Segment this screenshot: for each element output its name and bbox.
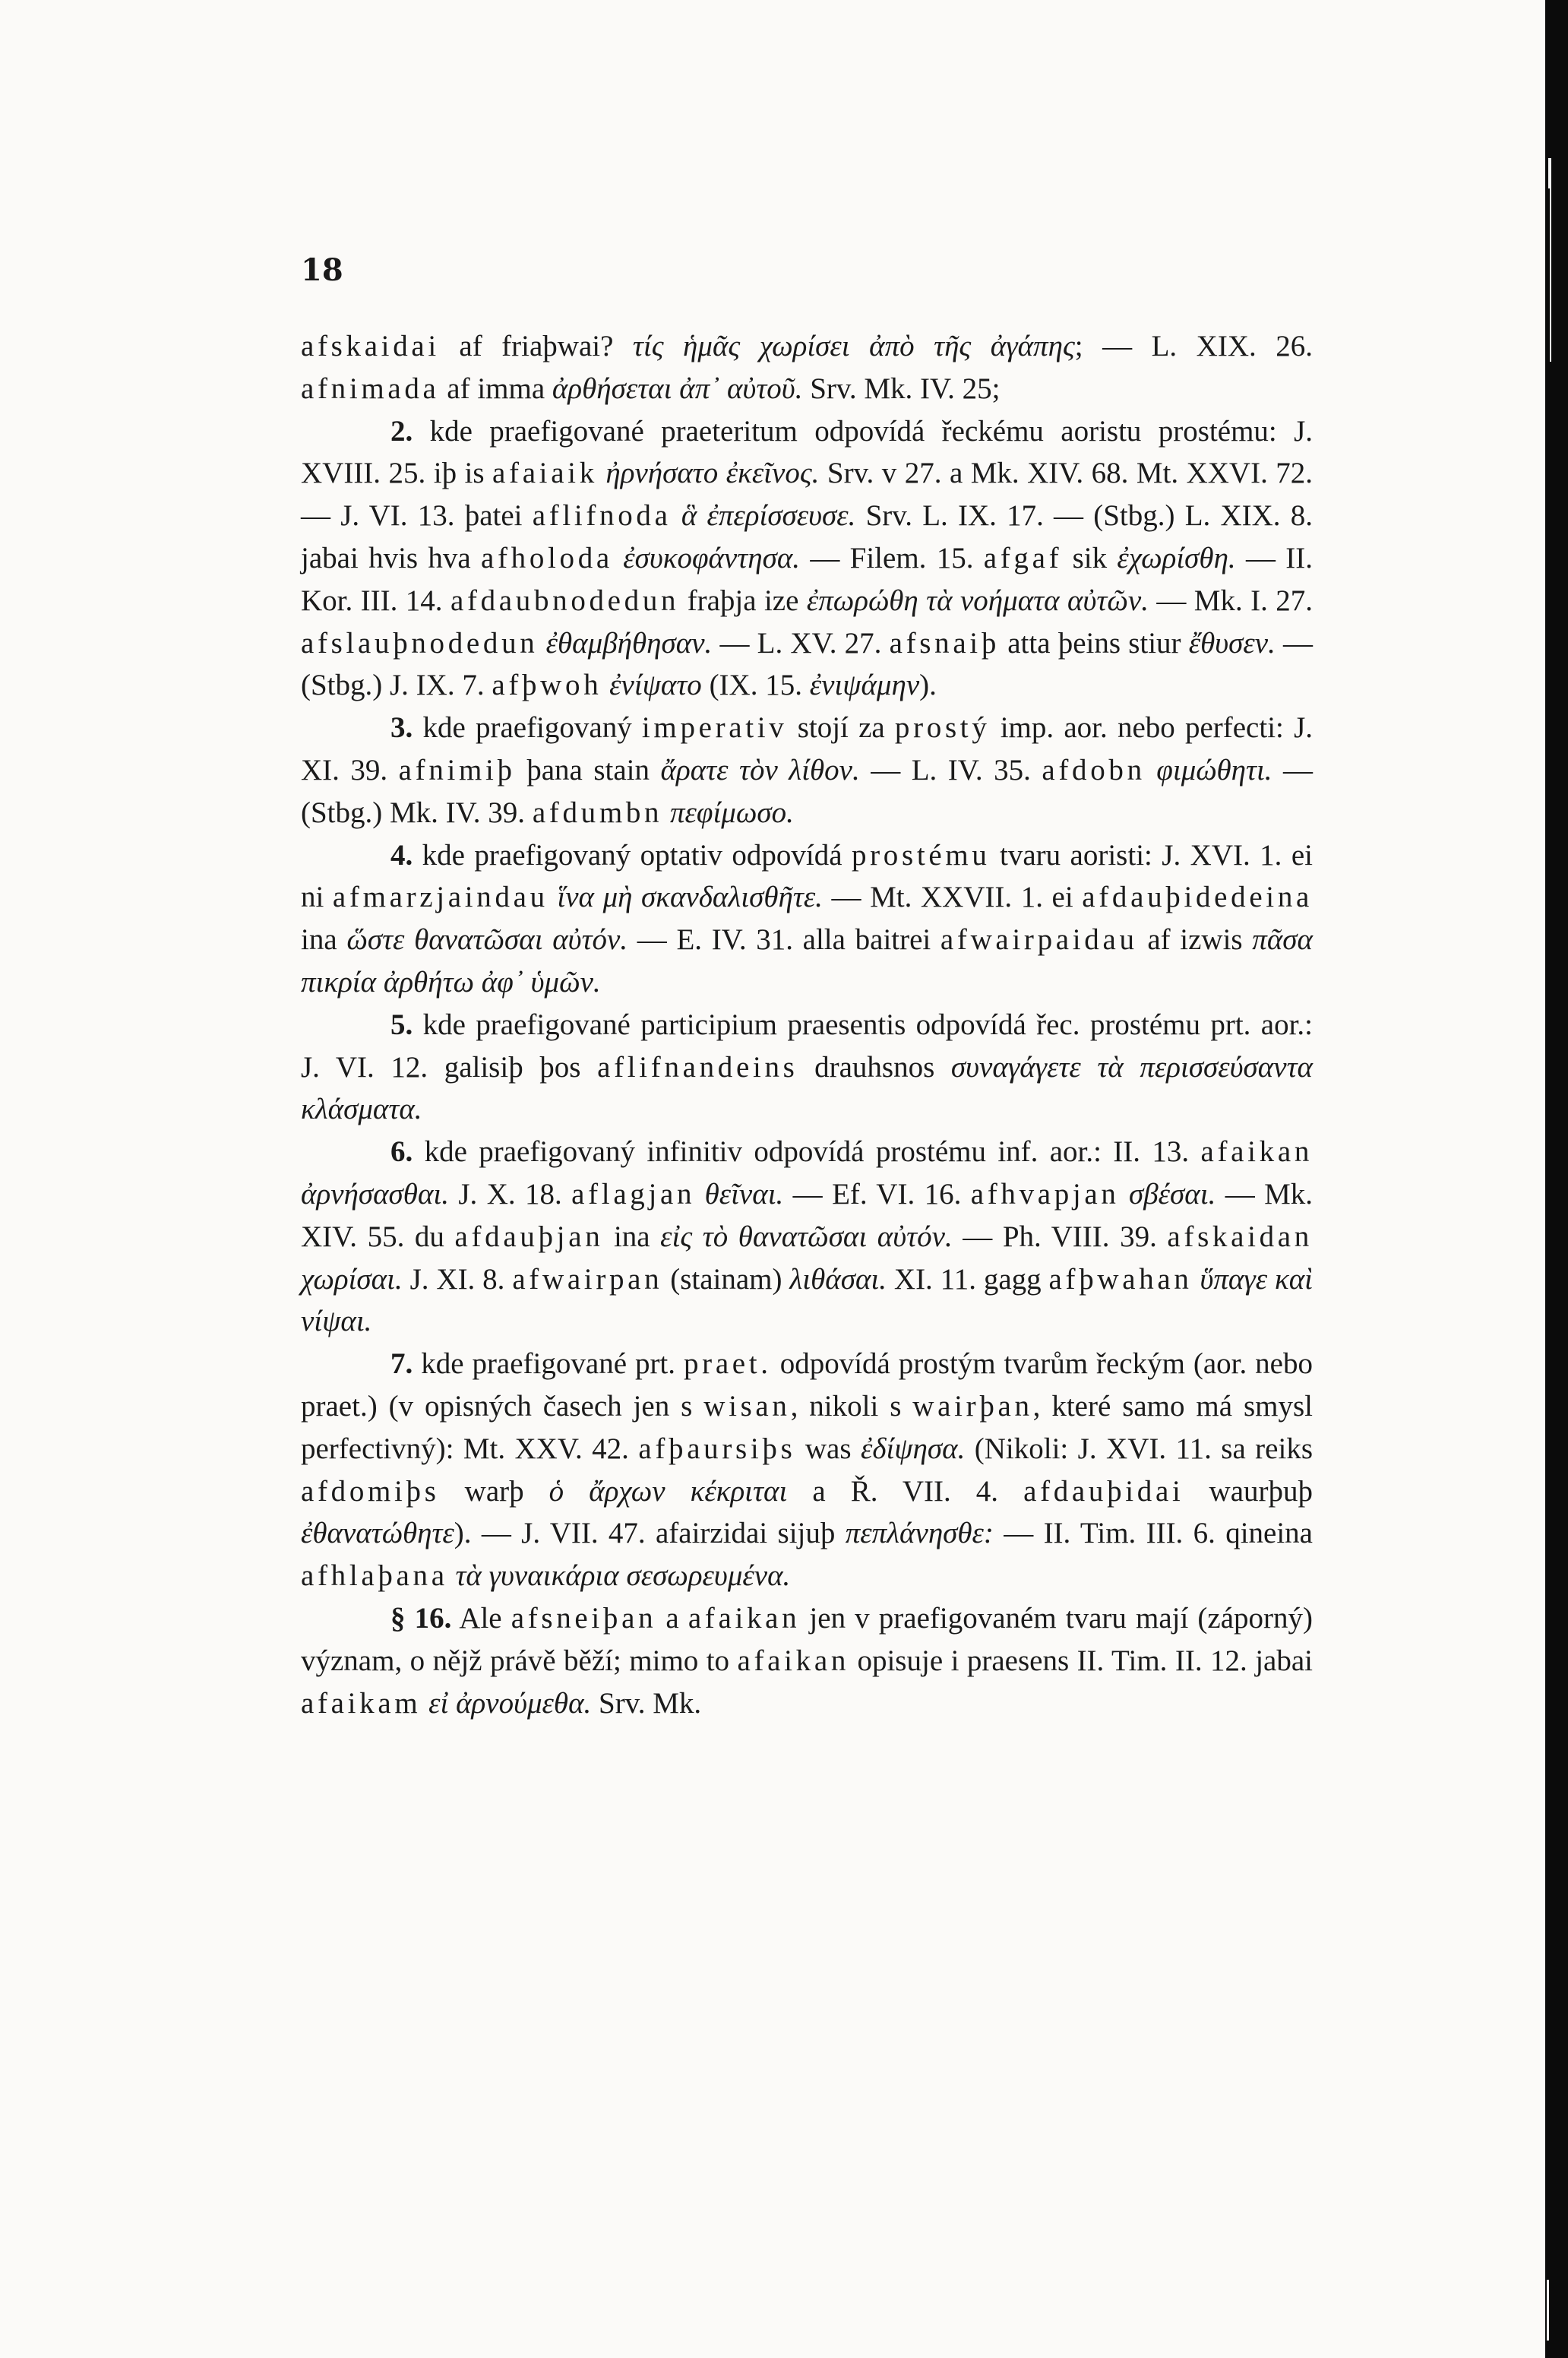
greek-text: ἐπωρώθη τὰ νοήματα αὐτῶν.	[806, 584, 1149, 617]
text-run	[1193, 1263, 1200, 1296]
gothic-word: prostý	[894, 711, 991, 745]
text-run: ina	[301, 923, 347, 957]
text-run: stojí za	[787, 711, 895, 745]
gothic-word: wisan	[703, 1389, 791, 1423]
greek-text: τὰ γυναικάρια σεσωρευμένα.	[455, 1559, 791, 1593]
text-run: — L. IV. 35.	[859, 753, 1042, 787]
gothic-word: afþwoh	[492, 669, 602, 702]
gothic-word: aflagjan	[571, 1177, 696, 1211]
gothic-word: imperativ	[641, 711, 788, 745]
gothic-word: afdaubnodedun	[450, 584, 680, 617]
text-run: — Mt. XXVII. 1. ei	[822, 881, 1083, 914]
greek-text: ὥστε θανατῶσαι αὐτόν.	[346, 923, 628, 957]
gothic-word: afhlaþana	[301, 1559, 448, 1593]
greek-text: λιθάσαι.	[789, 1262, 887, 1296]
gothic-word: afwairpaidau	[940, 923, 1138, 957]
section-number: 2.	[390, 414, 413, 448]
text-run: a	[656, 1601, 688, 1635]
paragraph	[301, 1343, 1313, 1597]
text-run	[421, 1687, 428, 1720]
text-run: warþ	[439, 1474, 549, 1508]
text-run: , nikoli s	[790, 1389, 913, 1423]
text-run	[613, 542, 623, 574]
text-run: — Filem. 15.	[800, 541, 984, 574]
gothic-word: afdomiþs	[301, 1474, 440, 1508]
text-run: opisuje i praesens II. Tim. II. 12. jabai	[849, 1644, 1313, 1677]
text-run: ina	[603, 1220, 661, 1253]
text-run	[598, 457, 605, 489]
section-number: 6.	[390, 1135, 413, 1169]
section-number: 4.	[390, 838, 413, 872]
gothic-word: afsneiþan	[511, 1601, 657, 1635]
section-number: 7.	[390, 1347, 413, 1381]
greek-text: ἠρνήσατο ἐκεῖνος.	[605, 457, 820, 490]
text-run	[602, 669, 609, 701]
greek-text: ἵνα μὴ σκανδαλισθῆτε.	[557, 881, 823, 914]
text-run: Srv. Mk. IV. 25;	[802, 372, 1001, 405]
gothic-word: afdauþidai	[1023, 1474, 1184, 1508]
text-run: kde praefigované participium praesentis odpovídá řec. prostému prt. aor.: J. VI. 12. galisiþ þos	[301, 1008, 1313, 1084]
gothic-word: afwairpan	[512, 1262, 663, 1296]
text-run: af izwis	[1137, 923, 1253, 957]
text-run: drauhsnos	[798, 1050, 951, 1084]
text-run: , které samo má smysl perfectivný): Mt. XXV. 42.	[301, 1389, 1314, 1465]
greek-text: τίς ἡμᾶς χωρίσει ἀπὸ τῆς ἀγάπης	[632, 330, 1075, 362]
greek-text: πεφίμωσο.	[669, 796, 794, 829]
greek-text: εἰς τὸ θανατῶσαι αὐτόν.	[660, 1220, 953, 1253]
gothic-word: afaikan	[688, 1601, 801, 1635]
greek-text: ἀρνήσασθαι.	[301, 1177, 449, 1211]
paragraph	[301, 1597, 1313, 1724]
greek-text: ἐχωρίσθη.	[1117, 541, 1236, 574]
text-run: J. XI. 8.	[402, 1262, 513, 1296]
section-number: 5.	[390, 1008, 413, 1041]
greek-text: ἐσυκοφάντησα.	[623, 541, 801, 574]
text-run: (Nikoli: J. XVI. 11. sa reiks	[965, 1432, 1313, 1465]
text-run: — II. Tim. III. 6. qineina	[993, 1517, 1313, 1550]
gothic-word: afhvapjan	[970, 1177, 1120, 1211]
text-run: a Ř. VII. 4.	[787, 1474, 1024, 1508]
text-run: tvaru aoristi: J. XVI. 1. ei ni	[301, 838, 1314, 914]
greek-text: ὕπαγε καὶ νίψαι.	[301, 1262, 1313, 1338]
text-run: (IX. 15.	[701, 669, 810, 702]
text-run: kde praefigovaný infinitiv odpovídá prostému inf. aor.: II. 13.	[413, 1135, 1201, 1169]
gothic-word: afskaidan	[1167, 1220, 1313, 1253]
gothic-word: praet.	[683, 1347, 772, 1381]
text-run: kde praefigované prt.	[413, 1347, 684, 1381]
greek-text: πεπλάνησθε:	[845, 1517, 994, 1550]
text-run: — E. IV. 31. alla baitrei	[628, 923, 940, 957]
text-run: kde praefigovaný	[413, 711, 642, 745]
greek-text: χωρίσαι.	[301, 1262, 403, 1296]
gothic-word: afsnaiþ	[889, 626, 1001, 660]
text-run: — Mk. XIV. 55. du	[301, 1177, 1314, 1253]
text-run: odpovídá prostým tvarům řeckým (aor. nebo praet.) (v opisných časech jen s	[301, 1347, 1313, 1423]
text-run: — (Stbg.) J. IX. 7.	[301, 626, 1314, 702]
text-run: þana stain	[515, 753, 661, 787]
gothic-word: aflifnoda	[532, 499, 672, 533]
text-run: was	[795, 1432, 861, 1465]
scan-mark	[1550, 188, 1551, 362]
gothic-word: afdauþjan	[454, 1220, 604, 1253]
gothic-word: afmarzjaindau	[332, 881, 548, 914]
gothic-word: prostému	[851, 838, 991, 872]
gothic-word: afnimada	[301, 372, 440, 405]
greek-text: ὁ ἄρχων κέκριται	[548, 1474, 788, 1508]
text-run: fraþja ize	[679, 584, 807, 617]
gothic-word: afdobn	[1042, 753, 1146, 787]
text-run: ). — J. VII. 47. afairzidai sijuþ	[454, 1517, 846, 1550]
text-run: (stainam)	[662, 1262, 790, 1296]
text-run	[662, 796, 670, 829]
text-run: Srv. Mk.	[591, 1686, 702, 1720]
text-run: — (Stbg.) Mk. IV. 39.	[301, 753, 1314, 829]
text-run: waurþuþ	[1184, 1474, 1313, 1508]
text-run: imp. aor. nebo perfecti: J. XI. 39.	[301, 711, 1313, 787]
text-run: kde praefigovaný optativ odpovídá	[413, 838, 852, 872]
text-run: sik	[1062, 541, 1118, 574]
paragraph	[301, 834, 1313, 1004]
greek-text: φιμώθητι.	[1156, 753, 1272, 787]
text-run: — L. XV. 27.	[712, 626, 890, 660]
paragraph	[301, 325, 1313, 410]
text-run: Ale	[451, 1601, 511, 1635]
text-run	[1146, 754, 1157, 787]
greek-text: συναγάγετε τὰ περισσεύσαντα κλάσματα.	[301, 1050, 1314, 1126]
gothic-word: afnimiþ	[398, 753, 516, 787]
text-run: ; — L. XIX. 26.	[1074, 330, 1313, 362]
paragraph	[301, 1004, 1313, 1131]
gothic-word: afaiaik	[492, 457, 598, 490]
page-number: 18	[301, 252, 343, 288]
text-body	[301, 325, 1313, 1724]
gothic-word: afdauþidedeina	[1082, 881, 1313, 914]
scan-edge	[1545, 0, 1568, 2358]
text-run: af imma	[439, 372, 552, 405]
scan-mark	[1547, 2280, 1549, 2341]
text-run: kde praefigované praeteritum odpovídá řeckému aoristu prostému: J. XVIII. 25. iþ is	[301, 414, 1313, 490]
text-run	[672, 499, 681, 532]
text-run: af friaþwai?	[439, 330, 633, 362]
text-run: atta þeins stiur	[1000, 626, 1189, 660]
gothic-word: afþwahan	[1048, 1262, 1193, 1296]
text-run: jen v praefigovaném tvaru mají (záporný) význam, o nějž právě běží; mimo to	[301, 1601, 1314, 1677]
gothic-word: afþaursiþs	[638, 1432, 796, 1465]
greek-text: ἐνιψάμην	[809, 669, 920, 702]
text-run: — Ph. VIII. 39.	[952, 1220, 1168, 1253]
text-run	[548, 881, 558, 913]
text-run: XI. 11. gagg	[887, 1262, 1049, 1296]
section-number: § 16.	[390, 1601, 452, 1635]
gothic-word: afslauþnodedun	[301, 626, 539, 660]
text-run	[448, 1559, 456, 1592]
gothic-word: afdumbn	[532, 796, 663, 829]
gothic-word: afholoda	[481, 541, 613, 574]
text-run	[538, 627, 545, 660]
greek-text: ἔθυσεν.	[1188, 626, 1276, 660]
section-number: 3.	[390, 711, 413, 745]
text-run: — II. Kor. III. 14.	[301, 541, 1313, 617]
greek-text: ἐδίψησα.	[860, 1432, 966, 1465]
greek-text: ἐνίψατο	[609, 669, 702, 702]
text-run: — Mk. I. 27.	[1148, 584, 1314, 617]
text-run	[1120, 1178, 1129, 1211]
text-run: — Ef. VI. 16.	[783, 1177, 971, 1211]
gothic-word: aflifnandeins	[597, 1050, 798, 1084]
gothic-word: afgaf	[983, 541, 1063, 574]
gothic-word: afskaidai	[301, 330, 440, 362]
text-run	[695, 1178, 704, 1211]
greek-text: ἀρθήσεται ἀπ᾽ αὐτοῦ.	[552, 372, 803, 405]
gothic-word: afaikam	[301, 1686, 422, 1720]
paragraph	[301, 410, 1313, 707]
text-run: ).	[919, 669, 937, 702]
greek-text: ἄρατε τὸν λίθον.	[660, 753, 860, 787]
greek-text: θεῖναι.	[704, 1177, 784, 1211]
gothic-word: afaikan	[737, 1644, 850, 1677]
greek-text: σβέσαι.	[1129, 1177, 1216, 1211]
text-run: J. X. 18.	[449, 1177, 572, 1211]
gothic-word: wairþan	[912, 1389, 1033, 1423]
text-run: Srv. v 27. a Mk. XIV. 68. Mt. XXVI. 72. — J. VI. 13. þatei	[301, 457, 1314, 533]
greek-text: εἰ ἀρνούμεθα.	[428, 1686, 592, 1720]
greek-text: πᾶσα πικρία ἀρθήτω ἀφ᾽ ὑμῶν.	[301, 923, 1313, 999]
greek-text: ἐθανατώθητε	[301, 1517, 454, 1550]
greek-text: ἐθαμβήθησαν.	[545, 626, 713, 660]
gothic-word: afaikan	[1200, 1135, 1313, 1169]
scan-mark	[1548, 158, 1551, 188]
greek-text: ἃ ἐπερίσσευσε.	[681, 499, 856, 533]
text-run: Srv. L. IX. 17. — (Stbg.) L. XIX. 8. jabai hvis hva	[301, 499, 1314, 574]
paragraph	[301, 1131, 1313, 1343]
paragraph	[301, 707, 1313, 834]
